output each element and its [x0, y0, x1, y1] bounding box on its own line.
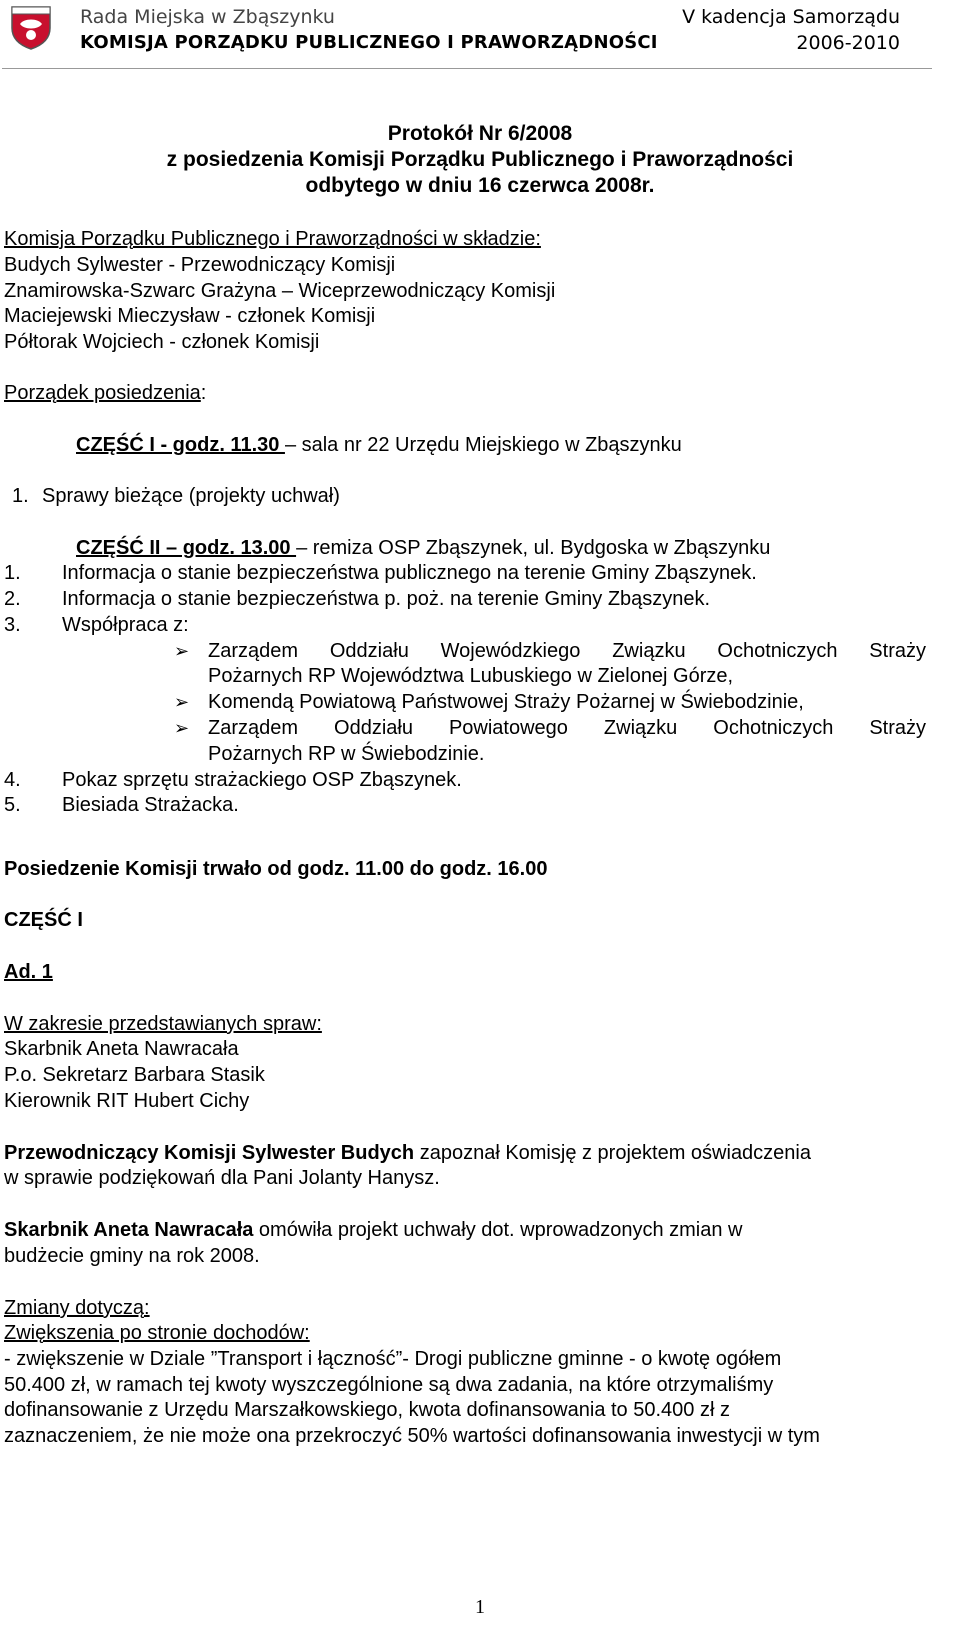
council-name: Rada Miejska w Zbąszynku	[80, 6, 335, 28]
page-header	[0, 0, 960, 72]
agenda-part1-item: Sprawy bieżące (projekty uchwał)	[42, 485, 340, 507]
paragraph-chairman	[4, 1141, 811, 1165]
paragraph-text: budżecie gminy na rok 2008.	[4, 1245, 260, 1267]
member-item: Znamirowska-Szwarc Grażyna – Wiceprzewodniczący Komisji	[4, 280, 556, 302]
changes-line: - zwiększenie w Dziale ”Transport i łączność”- Drogi publiczne gminne - o kwotę ogółem	[4, 1348, 782, 1370]
agenda-item-number: 5.	[4, 794, 21, 816]
bullet-item-cont: Pożarnych RP w Świebodzinie.	[208, 743, 485, 765]
agenda-item: Biesiada Strażacka.	[62, 794, 239, 816]
agenda-part1-item-number: 1.	[12, 485, 29, 507]
agenda-part2	[76, 536, 770, 560]
protocol-title: Protokół Nr 6/2008	[387, 122, 573, 145]
changes-heading: Zmiany dotyczą:	[4, 1297, 150, 1319]
ad1-heading: Ad. 1	[4, 961, 53, 983]
member-item: Budych Sylwester - Przewodniczący Komisji	[4, 254, 396, 276]
bullet-item: Zarządem Oddziału Powiatowego Związku Ochotniczych Straży	[208, 717, 926, 739]
paragraph-treasurer	[4, 1218, 742, 1242]
composition-heading: Komisja Porządku Publicznego i Praworządności w składzie:	[4, 228, 541, 250]
paragraph-text: zapoznał Komisję z projektem oświadczenia	[414, 1142, 811, 1164]
changes-subheading: Zwiększenia po stronie dochodów:	[4, 1322, 310, 1344]
protocol-date: odbytego w dniu 16 czerwca 2008r.	[305, 174, 655, 197]
presenter-item: Kierownik RIT Hubert Cichy	[4, 1090, 250, 1112]
member-item: Półtorak Wojciech - członek Komisji	[4, 331, 320, 353]
agenda-heading-colon: :	[200, 382, 207, 404]
agenda-item-number: 4.	[4, 769, 21, 791]
presenter-item: Skarbnik Aneta Nawracała	[4, 1038, 239, 1060]
paragraph-text: w sprawie podziękowań dla Pani Jolanty Hanysz.	[4, 1167, 440, 1189]
agenda-part2-label: CZĘŚĆ II – godz. 13.00	[76, 537, 297, 559]
treasurer-name: Skarbnik Aneta Nawracała	[4, 1219, 254, 1241]
protocol-subtitle: z posiedzenia Komisji Porządku Publicznego i Praworządności	[166, 148, 794, 171]
agenda-item: Informacja o stanie bezpieczeństwa p. poż. na terenie Gminy Zbąszynek.	[62, 588, 711, 610]
member-item: Maciejewski Mieczysław - członek Komisji	[4, 305, 376, 327]
chairman-name: Przewodniczący Komisji Sylwester Budych	[4, 1142, 415, 1164]
changes-line: zaznaczeniem, że nie może ona przekroczyć 50% wartości dofinansowania inwestycji w tym	[4, 1425, 820, 1447]
agenda-heading-text: Porządek posiedzenia	[4, 382, 201, 404]
committee-name: KOMISJA PORZĄDKU PUBLICZNEGO I PRAWORZĄDNOŚCI	[80, 32, 658, 53]
arrow-bullet-icon: ➢	[174, 718, 190, 738]
meeting-duration: Posiedzenie Komisji trwało od godz. 11.00 do godz. 16.00	[4, 858, 548, 880]
term-years: 2006-2010	[796, 32, 900, 54]
bullet-item-cont: Pożarnych RP Województwa Lubuskiego w Zielonej Górze,	[208, 665, 734, 687]
bullet-item: Zarządem Oddziału Wojewódzkiego Związku Ochotniczych Straży	[208, 640, 926, 662]
agenda-item-number: 3.	[4, 614, 21, 636]
page-number: 1	[475, 1596, 485, 1618]
agenda-part1	[76, 433, 682, 457]
arrow-bullet-icon: ➢	[174, 641, 190, 661]
part1-heading: CZĘŚĆ I	[4, 909, 83, 931]
agenda-item-number: 1.	[4, 562, 21, 584]
agenda-item: Informacja o stanie bezpieczeństwa publicznego na terenie Gminy Zbąszynek.	[62, 562, 757, 584]
agenda-part1-place: – sala nr 22 Urzędu Miejskiego w Zbąszynku	[284, 434, 682, 456]
arrow-bullet-icon: ➢	[174, 692, 190, 712]
agenda-part2-place: – remiza OSP Zbąszynek, ul. Bydgoska w Zbąszynku	[296, 537, 771, 559]
agenda-item-number: 2.	[4, 588, 21, 610]
agenda-item: Współpraca z:	[62, 614, 189, 636]
header-divider	[2, 68, 932, 69]
bullet-item: Komendą Powiatową Państwowej Straży Pożarnej w Świebodzinie,	[208, 691, 804, 713]
presenters-heading: W zakresie przedstawianych spraw:	[4, 1013, 322, 1035]
changes-line: 50.400 zł, w ramach tej kwoty wyszczególnione są dwa zadania, na które otrzymaliśmy	[4, 1374, 774, 1396]
term-label: V kadencja Samorządu	[682, 6, 900, 28]
presenter-item: P.o. Sekretarz Barbara Stasik	[4, 1064, 265, 1086]
agenda-heading	[4, 381, 206, 405]
changes-line: dofinansowanie z Urzędu Marszałkowskiego, kwota dofinansowania to 50.400 zł z	[4, 1399, 730, 1421]
paragraph-text: omówiła projekt uchwały dot. wprowadzonych zmian w	[253, 1219, 743, 1241]
agenda-item: Pokaz sprzętu strażackiego OSP Zbąszynek.	[62, 769, 462, 791]
coat-of-arms-logo	[8, 4, 54, 50]
agenda-part1-label: CZĘŚĆ I - godz. 11.30	[76, 434, 285, 456]
